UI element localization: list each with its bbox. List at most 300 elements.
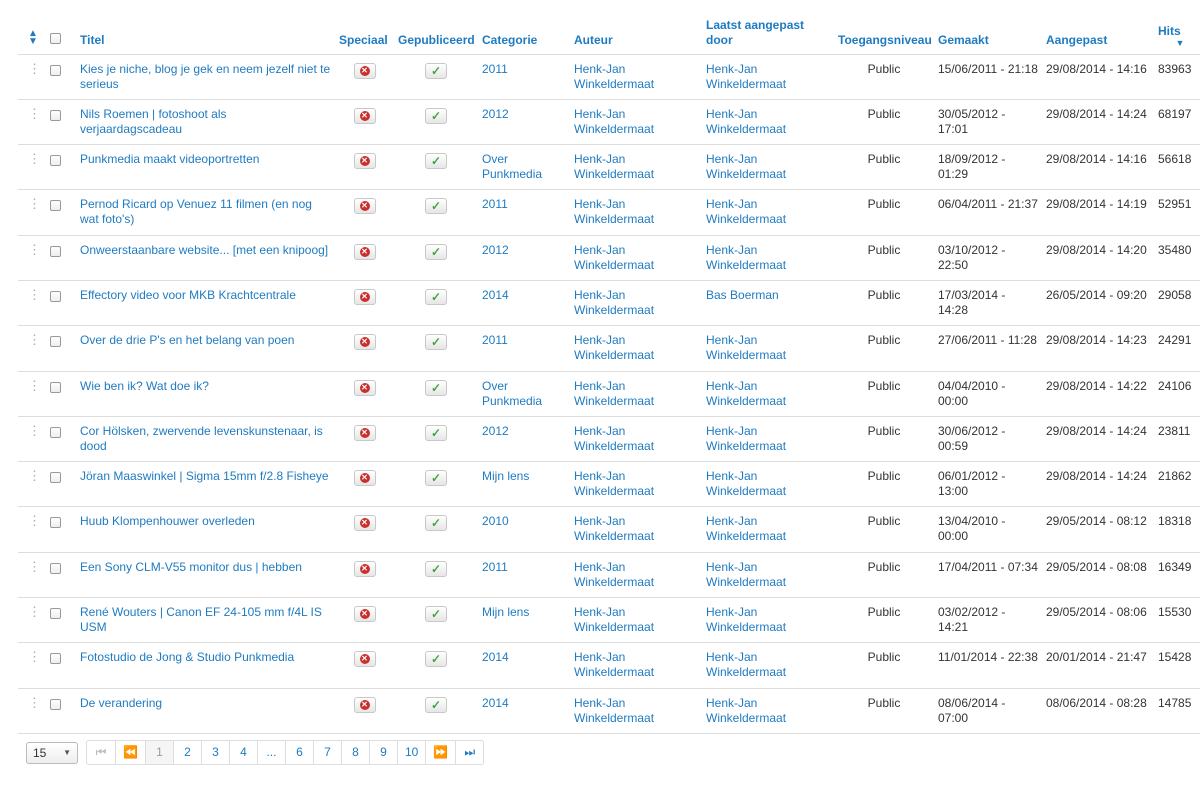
modified-by-link[interactable]: Bas Boerman: [706, 287, 779, 302]
drag-handle-icon[interactable]: ⋮: [28, 241, 40, 257]
category-cell: [478, 688, 570, 733]
author-link[interactable]: Henk-Jan Winkeldermaat: [574, 650, 655, 680]
unfeatured-x-icon: ✕: [361, 654, 368, 664]
category-link[interactable]: Mijn lens: [482, 605, 530, 620]
category-link[interactable]: 2012: [482, 242, 509, 257]
sort-icon[interactable]: ▲ ▼: [28, 27, 38, 47]
author-cell: [570, 552, 702, 597]
modified-by-cell: [702, 552, 834, 597]
published-cell: [394, 326, 478, 371]
unfeatured-toggle[interactable]: [354, 244, 376, 260]
published-cell: [394, 507, 478, 552]
drag-cell[interactable]: [18, 552, 46, 597]
unfeatured-x-icon: ✕: [361, 609, 368, 619]
modified-by-cell: [702, 54, 834, 99]
select-cell[interactable]: [46, 416, 76, 461]
published-toggle[interactable]: [425, 244, 447, 260]
author-link[interactable]: Henk-Jan Winkeldermaat: [574, 514, 655, 544]
select-cell[interactable]: [46, 190, 76, 235]
modified-by-link[interactable]: Henk-Jan Winkeldermaat: [706, 605, 787, 635]
category-link[interactable]: 2012: [482, 423, 509, 438]
modified-cell: 29/08/2014 - 14:16: [1042, 54, 1154, 99]
title-cell: [76, 54, 335, 99]
published-toggle[interactable]: [425, 63, 447, 79]
table-row: [18, 688, 1200, 733]
drag-cell[interactable]: [18, 462, 46, 507]
drag-handle-icon[interactable]: ⋮: [28, 422, 40, 438]
row-checkbox[interactable]: [50, 699, 61, 710]
modified-cell: 29/08/2014 - 14:16: [1042, 145, 1154, 190]
title-cell: [76, 190, 335, 235]
select-cell[interactable]: [46, 552, 76, 597]
select-cell[interactable]: [46, 145, 76, 190]
published-toggle[interactable]: [425, 153, 447, 169]
author-cell: [570, 507, 702, 552]
checkall-checkbox[interactable]: [50, 33, 61, 44]
author-cell: [570, 688, 702, 733]
drag-cell[interactable]: [18, 507, 46, 552]
category-link[interactable]: 2011: [482, 61, 508, 76]
created-cell: 11/01/2014 - 22:38: [934, 643, 1042, 688]
published-toggle[interactable]: [425, 515, 447, 531]
unfeatured-toggle[interactable]: [354, 470, 376, 486]
modified-by-cell: [702, 145, 834, 190]
drag-handle-icon[interactable]: ⋮: [28, 286, 40, 302]
author-header[interactable]: Auteur: [570, 12, 702, 54]
author-link[interactable]: Henk-Jan Winkeldermaat: [574, 287, 655, 317]
published-toggle[interactable]: [425, 561, 447, 577]
unfeatured-toggle[interactable]: [354, 380, 376, 396]
drag-handle-icon[interactable]: ⋮: [28, 196, 40, 212]
published-cell: [394, 190, 478, 235]
select-cell[interactable]: [46, 643, 76, 688]
drag-handle-icon[interactable]: ⋮: [28, 694, 40, 710]
category-cell: [478, 598, 570, 643]
author-cell: [570, 235, 702, 280]
published-cell: [394, 688, 478, 733]
row-checkbox[interactable]: [50, 110, 61, 121]
author-link[interactable]: Henk-Jan Winkeldermaat: [574, 333, 655, 363]
published-check-icon: ✓: [430, 425, 442, 440]
published-check-icon: ✓: [430, 335, 442, 350]
author-link[interactable]: Henk-Jan Winkeldermaat: [574, 423, 655, 453]
access-cell: Public: [834, 552, 934, 597]
drag-cell[interactable]: [18, 145, 46, 190]
article-title-link[interactable]: Over de drie P's en het belang van poen: [80, 333, 295, 348]
created-cell: 03/02/2012 - 14:21: [934, 598, 1042, 643]
modified-header[interactable]: Aangepast: [1042, 12, 1154, 54]
published-check-icon: ✓: [430, 380, 442, 395]
row-checkbox[interactable]: [50, 291, 61, 302]
published-check-icon: ✓: [430, 607, 442, 622]
author-link[interactable]: Henk-Jan Winkeldermaat: [574, 242, 655, 272]
pagination-page[interactable]: 2: [173, 741, 201, 764]
table-row: [18, 643, 1200, 688]
drag-handle-icon[interactable]: ⋮: [28, 332, 40, 348]
row-checkbox[interactable]: [50, 653, 61, 664]
article-title-link[interactable]: Pernod Ricard op Venuez 11 filmen (en nog wat foto's): [80, 197, 312, 227]
modified-by-header-line1: Laatst aangepast: [706, 17, 805, 32]
select-cell[interactable]: [46, 54, 76, 99]
modified-by-link[interactable]: Henk-Jan Winkeldermaat: [706, 695, 787, 725]
table-row: [18, 416, 1200, 461]
row-checkbox[interactable]: [50, 382, 61, 393]
hits-cell: 23811: [1154, 416, 1200, 461]
published-cell: [394, 462, 478, 507]
drag-cell[interactable]: [18, 416, 46, 461]
published-toggle[interactable]: [425, 425, 447, 441]
drag-cell[interactable]: [18, 190, 46, 235]
published-toggle[interactable]: [425, 334, 447, 350]
drag-cell[interactable]: [18, 54, 46, 99]
featured-header[interactable]: Speciaal: [335, 12, 394, 54]
unfeatured-x-icon: ✕: [361, 291, 368, 301]
featured-cell: [335, 326, 394, 371]
row-checkbox[interactable]: [50, 336, 61, 347]
modified-by-link[interactable]: Henk-Jan Winkeldermaat: [706, 152, 787, 182]
category-cell: [478, 462, 570, 507]
articles-table-body: [18, 54, 1200, 733]
row-checkbox[interactable]: [50, 472, 61, 483]
unfeatured-toggle[interactable]: [354, 108, 376, 124]
article-title-link[interactable]: Huub Klompenhouwer overleden: [80, 514, 255, 529]
list-footer: [26, 740, 484, 765]
modified-cell: 29/08/2014 - 14:20: [1042, 235, 1154, 280]
pagination-next-icon[interactable]: ⏩: [425, 741, 455, 764]
category-link[interactable]: 2011: [482, 333, 508, 348]
category-link[interactable]: 2011: [482, 559, 508, 574]
author-cell: [570, 462, 702, 507]
modified-cell: 29/05/2014 - 08:06: [1042, 598, 1154, 643]
published-cell: [394, 280, 478, 325]
unfeatured-toggle[interactable]: [354, 289, 376, 305]
drag-cell[interactable]: [18, 688, 46, 733]
category-cell: [478, 145, 570, 190]
unfeatured-toggle[interactable]: [354, 153, 376, 169]
access-cell: Public: [834, 462, 934, 507]
created-cell: 30/06/2012 - 00:59: [934, 416, 1042, 461]
drag-handle-icon[interactable]: ⋮: [28, 604, 40, 620]
access-cell: Public: [834, 326, 934, 371]
unfeatured-x-icon: ✕: [361, 201, 368, 211]
unfeatured-x-icon: ✕: [361, 518, 368, 528]
drag-cell[interactable]: [18, 371, 46, 416]
hits-cell: 29058: [1154, 280, 1200, 325]
table-header-row: [18, 12, 1200, 54]
category-cell: [478, 54, 570, 99]
created-cell: 08/06/2014 - 07:00: [934, 688, 1042, 733]
row-checkbox[interactable]: [50, 65, 61, 76]
published-check-icon: ✓: [430, 154, 442, 169]
hits-cell: 24106: [1154, 371, 1200, 416]
article-title-link[interactable]: Onweerstaanbare website... [met een knipoog]: [80, 242, 329, 257]
category-link[interactable]: Over Punkmedia: [482, 152, 543, 182]
modified-cell: 26/05/2014 - 09:20: [1042, 280, 1154, 325]
unfeatured-x-icon: ✕: [361, 110, 368, 120]
featured-cell: [335, 462, 394, 507]
table-row: [18, 190, 1200, 235]
hits-cell: 68197: [1154, 99, 1200, 144]
drag-cell[interactable]: [18, 280, 46, 325]
category-link[interactable]: 2014: [482, 287, 509, 302]
title-cell: [76, 280, 335, 325]
article-title-link[interactable]: René Wouters | Canon EF 24-105 mm f/4L IS USM: [80, 605, 322, 635]
access-cell: Public: [834, 235, 934, 280]
pagination-page[interactable]: 3: [201, 741, 229, 764]
pagination-page[interactable]: 10: [397, 741, 425, 764]
title-cell: [76, 507, 335, 552]
select-cell[interactable]: [46, 99, 76, 144]
table-row: [18, 54, 1200, 99]
author-cell: [570, 280, 702, 325]
row-checkbox[interactable]: [50, 200, 61, 211]
modified-cell: 29/05/2014 - 08:08: [1042, 552, 1154, 597]
featured-cell: [335, 552, 394, 597]
table-row: [18, 507, 1200, 552]
modified-by-link[interactable]: Henk-Jan Winkeldermaat: [706, 559, 787, 589]
unfeatured-toggle[interactable]: [354, 198, 376, 214]
modified-by-cell: [702, 99, 834, 144]
hits-cell: 35480: [1154, 235, 1200, 280]
modified-by-link[interactable]: Henk-Jan Winkeldermaat: [706, 106, 787, 136]
modified-by-link[interactable]: Henk-Jan Winkeldermaat: [706, 514, 787, 544]
published-cell: [394, 552, 478, 597]
published-cell: [394, 416, 478, 461]
unfeatured-x-icon: ✕: [361, 156, 368, 166]
modified-by-link[interactable]: Henk-Jan Winkeldermaat: [706, 423, 787, 453]
category-link[interactable]: 2011: [482, 197, 508, 212]
unfeatured-toggle[interactable]: [354, 606, 376, 622]
modified-by-link[interactable]: Henk-Jan Winkeldermaat: [706, 242, 787, 272]
drag-cell[interactable]: [18, 235, 46, 280]
category-cell: [478, 507, 570, 552]
drag-handle-icon[interactable]: ⋮: [28, 513, 40, 529]
published-header[interactable]: Gepubliceerd: [394, 12, 478, 54]
select-cell[interactable]: [46, 235, 76, 280]
published-toggle[interactable]: [425, 289, 447, 305]
drag-handle-icon[interactable]: ⋮: [28, 468, 40, 484]
featured-cell: [335, 507, 394, 552]
published-check-icon: ✓: [430, 289, 442, 304]
modified-by-cell: [702, 371, 834, 416]
category-link[interactable]: 2014: [482, 695, 509, 710]
article-title-link[interactable]: Punkmedia maakt videoportretten: [80, 152, 260, 167]
drag-cell[interactable]: [18, 598, 46, 643]
author-link[interactable]: Henk-Jan Winkeldermaat: [574, 469, 655, 499]
unfeatured-toggle[interactable]: [354, 334, 376, 350]
drag-cell[interactable]: [18, 643, 46, 688]
unfeatured-x-icon: ✕: [361, 65, 368, 75]
article-title-link[interactable]: Wie ben ik? Wat doe ik?: [80, 378, 209, 393]
access-cell: Public: [834, 688, 934, 733]
hits-header-label: Hits: [1158, 23, 1181, 38]
category-cell: [478, 643, 570, 688]
category-link[interactable]: Mijn lens: [482, 469, 530, 484]
pagination-page[interactable]: 9: [369, 741, 397, 764]
unfeatured-x-icon: ✕: [361, 382, 368, 392]
published-cell: [394, 54, 478, 99]
unfeatured-toggle[interactable]: [354, 425, 376, 441]
author-link[interactable]: Henk-Jan Winkeldermaat: [574, 695, 655, 725]
created-cell: 15/06/2011 - 21:18: [934, 54, 1042, 99]
published-toggle[interactable]: [425, 651, 447, 667]
article-title-link[interactable]: Kies je niche, blog je gek en neem jezelf niet te serieus: [80, 61, 331, 91]
modified-by-link[interactable]: Henk-Jan Winkeldermaat: [706, 197, 787, 227]
category-header[interactable]: Categorie: [478, 12, 570, 54]
unfeatured-x-icon: ✕: [361, 427, 368, 437]
access-cell: Public: [834, 598, 934, 643]
featured-cell: [335, 190, 394, 235]
category-cell: [478, 190, 570, 235]
title-cell: [76, 326, 335, 371]
title-header[interactable]: Titel: [76, 12, 335, 54]
category-cell: [478, 416, 570, 461]
modified-by-link[interactable]: Henk-Jan Winkeldermaat: [706, 333, 787, 363]
unfeatured-toggle[interactable]: [354, 63, 376, 79]
drag-handle-icon[interactable]: ⋮: [28, 558, 40, 574]
published-check-icon: ✓: [430, 108, 442, 123]
unfeatured-toggle[interactable]: [354, 651, 376, 667]
published-toggle[interactable]: [425, 606, 447, 622]
modified-by-cell: [702, 280, 834, 325]
author-link[interactable]: Henk-Jan Winkeldermaat: [574, 378, 655, 408]
modified-by-cell: [702, 688, 834, 733]
drag-handle-icon[interactable]: ⋮: [28, 60, 40, 76]
hits-cell: 16349: [1154, 552, 1200, 597]
published-check-icon: ✓: [430, 516, 442, 531]
created-cell: 06/04/2011 - 21:37: [934, 190, 1042, 235]
drag-cell[interactable]: [18, 326, 46, 371]
article-title-link[interactable]: Effectory video voor MKB Krachtcentrale: [80, 287, 296, 302]
author-link[interactable]: Henk-Jan Winkeldermaat: [574, 152, 655, 182]
published-check-icon: ✓: [430, 63, 442, 78]
checkall-header[interactable]: [46, 12, 76, 54]
published-toggle[interactable]: [425, 470, 447, 486]
created-cell: 17/03/2014 - 14:28: [934, 280, 1042, 325]
category-link[interactable]: Over Punkmedia: [482, 378, 543, 408]
drag-handle-icon[interactable]: ⋮: [28, 151, 40, 167]
unfeatured-toggle[interactable]: [354, 561, 376, 577]
published-cell: [394, 145, 478, 190]
pagination-page[interactable]: 7: [313, 741, 341, 764]
created-cell: 17/04/2011 - 07:34: [934, 552, 1042, 597]
created-cell: 27/06/2011 - 11:28: [934, 326, 1042, 371]
unfeatured-toggle[interactable]: [354, 697, 376, 713]
pagination-page[interactable]: 6: [285, 741, 313, 764]
category-cell: [478, 99, 570, 144]
category-link[interactable]: 2014: [482, 650, 509, 665]
select-cell[interactable]: [46, 371, 76, 416]
featured-cell: [335, 235, 394, 280]
published-toggle[interactable]: [425, 380, 447, 396]
article-title-link[interactable]: Jöran Maaswinkel | Sigma 15mm f/2.8 Fisheye: [80, 469, 329, 484]
author-link[interactable]: Henk-Jan Winkeldermaat: [574, 61, 655, 91]
author-cell: [570, 145, 702, 190]
row-checkbox[interactable]: [50, 155, 61, 166]
published-toggle[interactable]: [425, 108, 447, 124]
modified-by-header[interactable]: [702, 12, 834, 54]
hits-header[interactable]: [1154, 12, 1200, 54]
drag-handle-icon[interactable]: ⋮: [28, 649, 40, 665]
author-link[interactable]: Henk-Jan Winkeldermaat: [574, 559, 655, 589]
select-cell[interactable]: [46, 688, 76, 733]
hits-cell: 14785: [1154, 688, 1200, 733]
category-link[interactable]: 2012: [482, 106, 509, 121]
sort-desc-icon: ▼: [1175, 37, 1185, 48]
title-cell: [76, 643, 335, 688]
featured-cell: [335, 99, 394, 144]
pagination-page: 1: [145, 741, 173, 764]
access-cell: Public: [834, 507, 934, 552]
modified-by-link[interactable]: Henk-Jan Winkeldermaat: [706, 469, 787, 499]
article-title-link[interactable]: De verandering: [80, 695, 163, 710]
select-cell[interactable]: [46, 507, 76, 552]
select-cell[interactable]: [46, 462, 76, 507]
published-cell: [394, 598, 478, 643]
ordering-header[interactable]: [18, 12, 46, 54]
pagination-page[interactable]: 4: [229, 741, 257, 764]
published-toggle[interactable]: [425, 198, 447, 214]
title-cell: [76, 416, 335, 461]
select-cell[interactable]: [46, 280, 76, 325]
list-limit-select[interactable]: [26, 742, 78, 764]
article-title-link[interactable]: Fotostudio de Jong & Studio Punkmedia: [80, 650, 295, 665]
pagination-page[interactable]: 8: [341, 741, 369, 764]
row-checkbox[interactable]: [50, 427, 61, 438]
drag-handle-icon[interactable]: ⋮: [28, 377, 40, 393]
published-toggle[interactable]: [425, 697, 447, 713]
pagination: [86, 740, 484, 765]
article-title-link[interactable]: Nils Roemen | fotoshoot als verjaardagscadeau: [80, 106, 227, 136]
category-link[interactable]: 2010: [482, 514, 509, 529]
modified-by-link[interactable]: Henk-Jan Winkeldermaat: [706, 650, 787, 680]
select-cell[interactable]: [46, 598, 76, 643]
title-cell: [76, 688, 335, 733]
drag-handle-icon[interactable]: ⋮: [28, 105, 40, 121]
pagination-last-icon[interactable]: ⏭: [455, 741, 483, 764]
published-cell: [394, 99, 478, 144]
unfeatured-toggle[interactable]: [354, 515, 376, 531]
unfeatured-x-icon: ✕: [361, 473, 368, 483]
modified-by-link[interactable]: Henk-Jan Winkeldermaat: [706, 378, 787, 408]
created-cell: 03/10/2012 - 22:50: [934, 235, 1042, 280]
author-cell: [570, 99, 702, 144]
author-link[interactable]: Henk-Jan Winkeldermaat: [574, 197, 655, 227]
modified-by-link[interactable]: Henk-Jan Winkeldermaat: [706, 61, 787, 91]
drag-cell[interactable]: [18, 99, 46, 144]
table-row: [18, 552, 1200, 597]
modified-by-header-line2: door: [706, 32, 733, 47]
title-cell: [76, 145, 335, 190]
pagination-ellipsis[interactable]: ...: [257, 741, 285, 764]
author-link[interactable]: Henk-Jan Winkeldermaat: [574, 605, 655, 635]
featured-cell: [335, 688, 394, 733]
article-title-link[interactable]: Een Sony CLM-V55 monitor dus | hebben: [80, 559, 302, 574]
select-cell[interactable]: [46, 326, 76, 371]
row-checkbox[interactable]: [50, 563, 61, 574]
row-checkbox[interactable]: [50, 517, 61, 528]
access-header[interactable]: Toegangsniveau: [834, 12, 934, 54]
modified-by-cell: [702, 507, 834, 552]
row-checkbox[interactable]: [50, 608, 61, 619]
modified-by-cell: [702, 643, 834, 688]
author-link[interactable]: Henk-Jan Winkeldermaat: [574, 106, 655, 136]
published-check-icon: ✓: [430, 697, 442, 712]
created-header[interactable]: Gemaakt: [934, 12, 1042, 54]
row-checkbox[interactable]: [50, 246, 61, 257]
articles-table: [18, 12, 1200, 734]
article-title-link[interactable]: Cor Hölsken, zwervende levenskunstenaar, is dood: [80, 423, 323, 453]
